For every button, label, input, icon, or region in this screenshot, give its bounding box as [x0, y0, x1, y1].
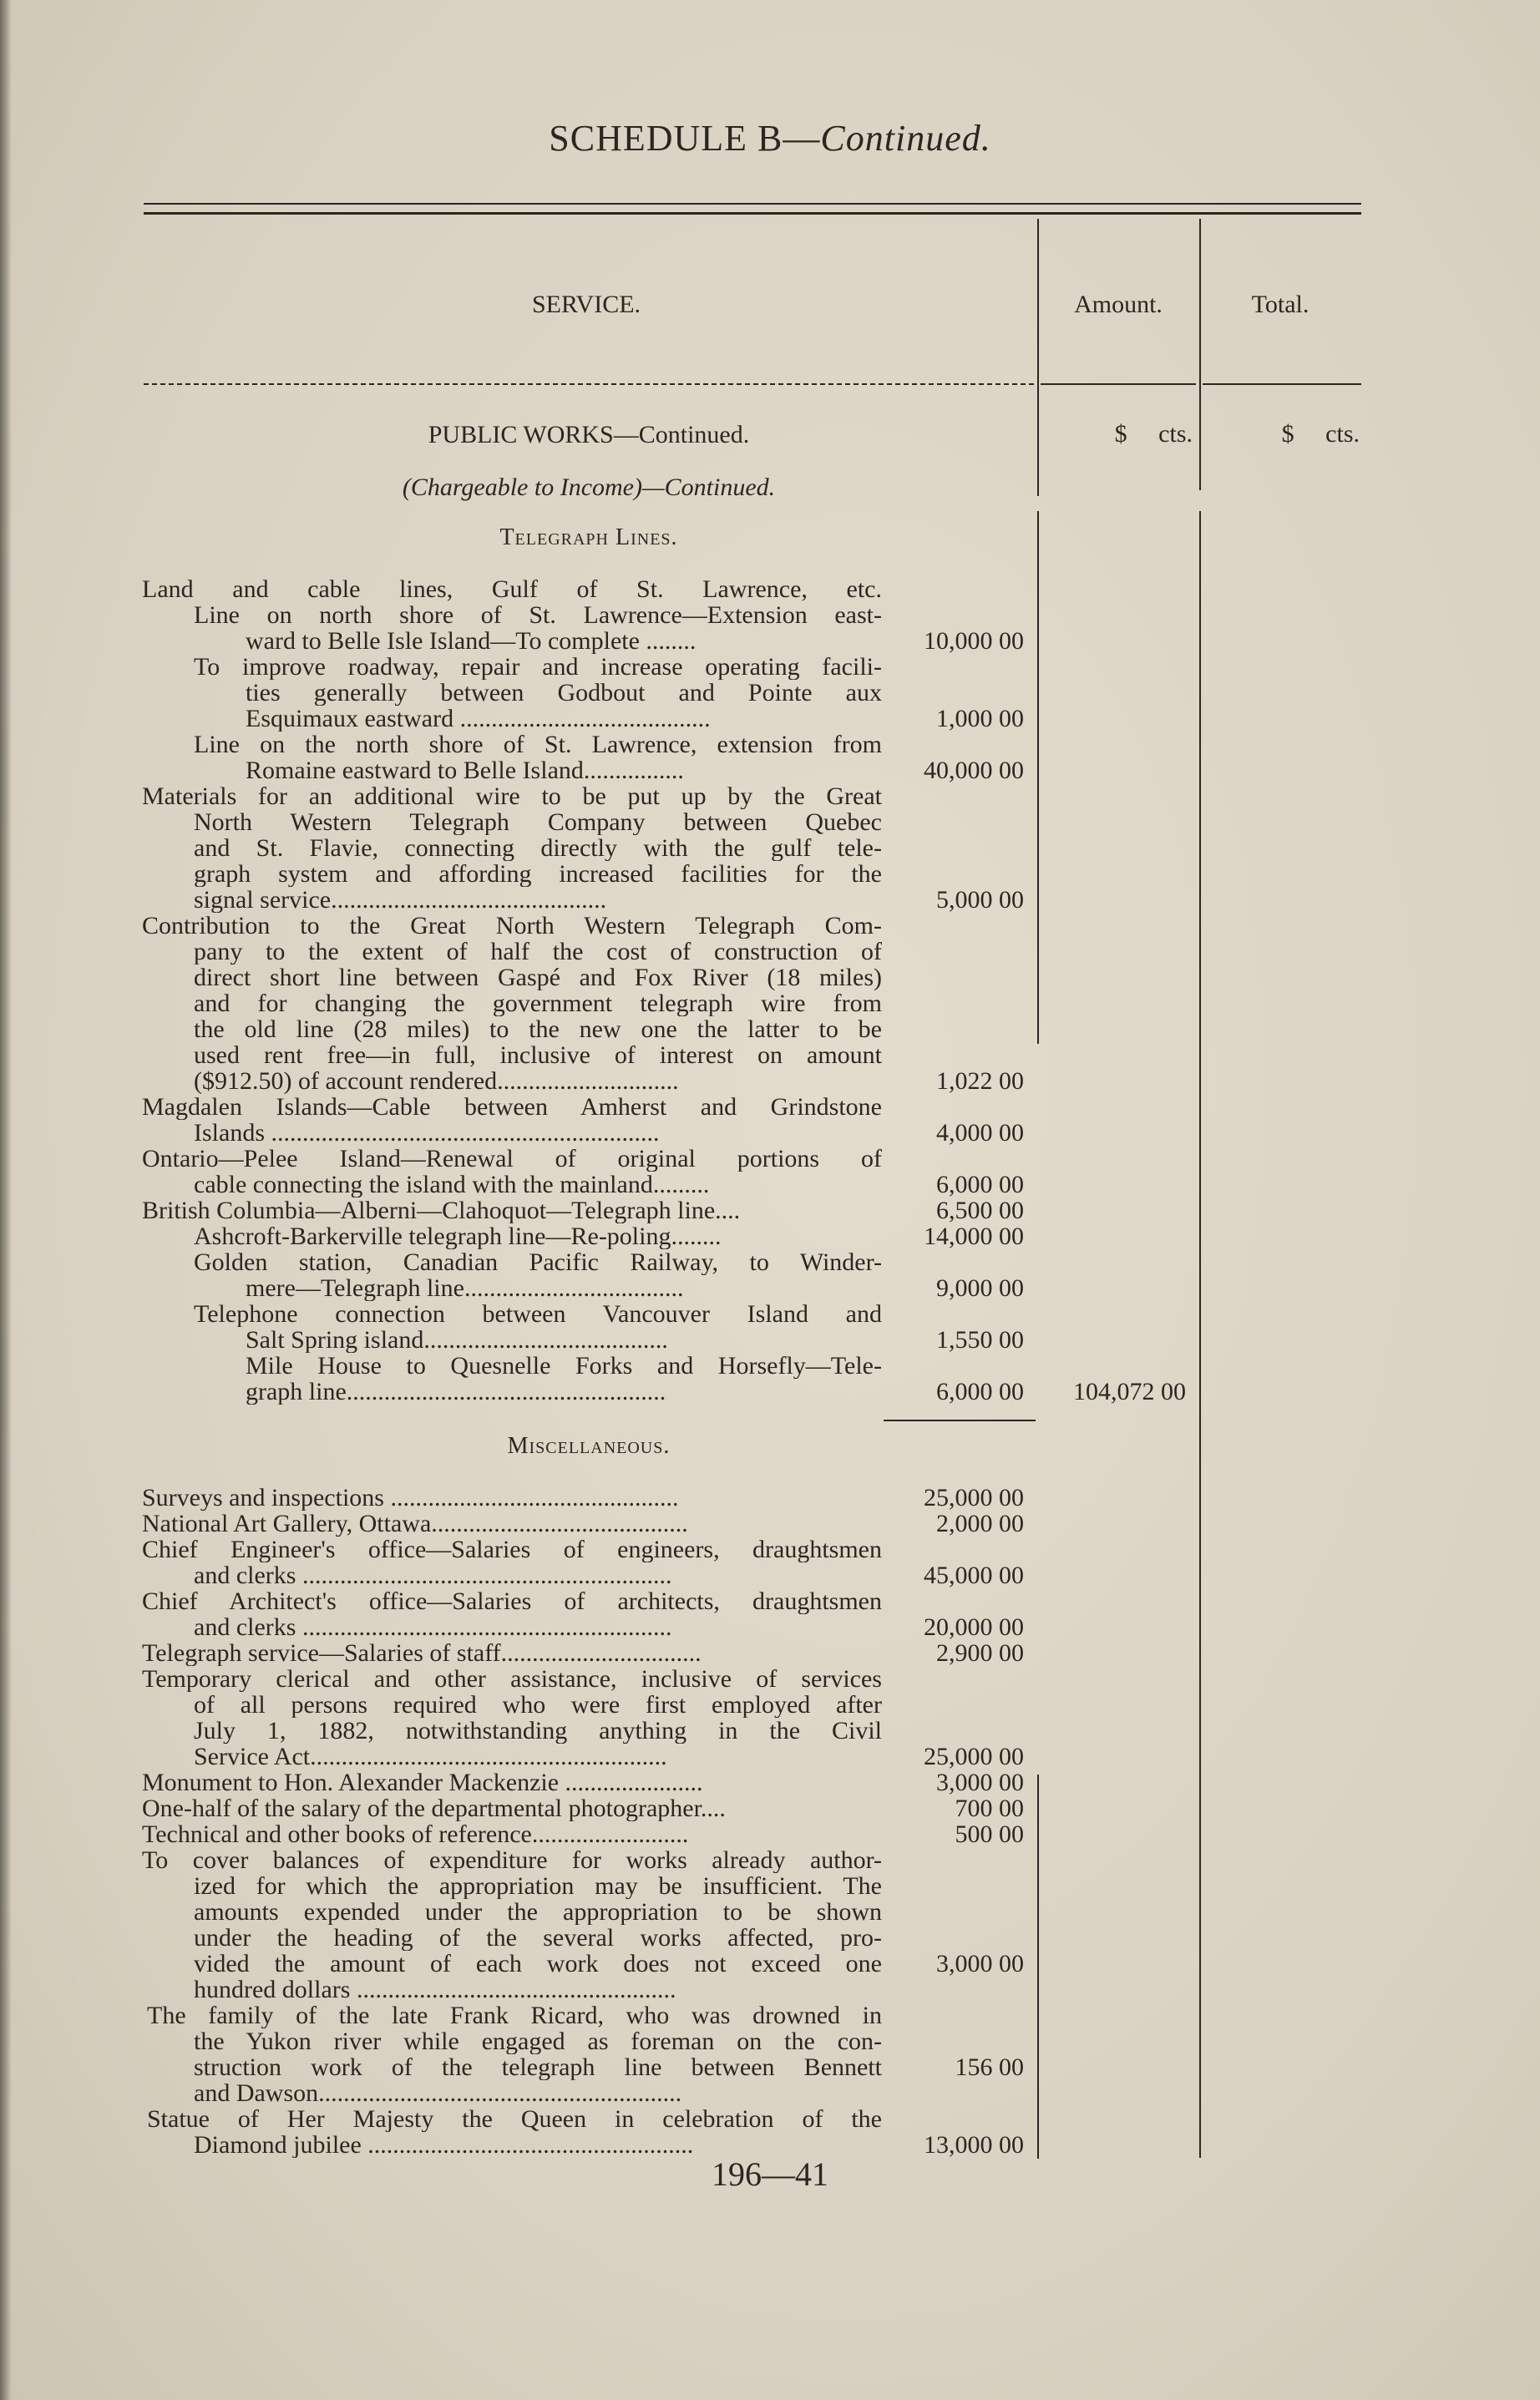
header-rule-bottom: [144, 212, 1361, 215]
schedule-line: North Western Telegraph Company between Quebec: [194, 809, 882, 835]
schedule-line: signal service............................................: [194, 887, 607, 913]
schedule-line: struction work of the telegraph line between Bennett: [194, 2054, 882, 2080]
schedule-line: Line on north shore of St. Lawrence—Extension east-: [194, 602, 882, 628]
header-rule-top: [144, 203, 1361, 205]
amount-value: 20,000 00: [924, 1613, 1024, 1641]
schedule-line: Ontario—Pelee Island—Renewal of original portions of: [142, 1146, 882, 1172]
amount-value: 10,000 00: [924, 627, 1024, 655]
schedule-line: Salt Spring island.......................................: [246, 1327, 668, 1353]
amount-value: 9,000 00: [936, 1274, 1024, 1302]
schedule-line: the old line (28 miles) to the new one the latter to be: [194, 1016, 882, 1042]
amount-value: 1,000 00: [936, 705, 1024, 732]
header-rule-total: [1203, 383, 1361, 385]
misc-heading: Miscellaneous.: [507, 1433, 671, 1459]
total-column-rule-long: [1199, 511, 1201, 2158]
header-total: Total.: [1251, 291, 1310, 318]
schedule-line: To cover balances of expenditure for works already author-: [142, 1847, 882, 1873]
schedule-line: ($912.50) of account rendered.............................: [194, 1068, 679, 1094]
schedule-line: of all persons required who were first employed after: [194, 1692, 882, 1718]
schedule-line: and for changing the government telegraph wire from: [194, 990, 882, 1016]
amount-value: 14,000 00: [924, 1223, 1024, 1250]
schedule-line: cable connecting the island with the mainland.........: [194, 1172, 710, 1197]
schedule-line: Golden station, Canadian Pacific Railway, to Winder-: [194, 1249, 882, 1275]
total-value: 104,072 00: [1073, 1378, 1186, 1405]
amount-value: 500 00: [955, 1820, 1024, 1848]
schedule-line: Telegraph service—Salaries of staff................................: [142, 1640, 702, 1666]
amount-value: 13,000 00: [924, 2131, 1024, 2159]
amount-value: 3,000 00: [936, 1769, 1024, 1796]
schedule-line: Monument to Hon. Alexander Mackenzie ......................: [142, 1770, 703, 1795]
schedule-line: July 1, 1882, notwithstanding anything in the Civil: [194, 1718, 882, 1744]
schedule-line: used rent free—in full, inclusive of interest on amount: [194, 1042, 882, 1068]
telegraph-heading: Telegraph Lines.: [499, 524, 678, 550]
page-edge-shadow: [0, 0, 12, 2400]
amount-value: 6,500 00: [936, 1197, 1024, 1224]
header-dashed-rule-service: [144, 383, 1034, 385]
header-amount: Amount.: [1074, 291, 1163, 318]
schedule-line: Contribution to the Great North Western Telegraph Com-: [142, 913, 882, 939]
schedule-line: Ashcroft-Barkerville telegraph line—Re-poling........: [194, 1223, 722, 1249]
schedule-line: hundred dollars ...................................................: [194, 1977, 676, 2003]
schedule-line: Islands ..............................................................: [194, 1120, 660, 1146]
schedule-line: amounts expended under the appropriation to be shown: [194, 1899, 882, 1925]
amount-value: 40,000 00: [924, 757, 1024, 784]
header-service: SERVICE.: [531, 291, 641, 318]
page-signature: 196—41: [712, 2155, 828, 2193]
amount-value: 6,000 00: [936, 1378, 1024, 1405]
schedule-line: Statue of Her Majesty the Queen in celebration of the: [147, 2106, 882, 2132]
section-subtitle: (Chargeable to Income)—Continued.: [402, 473, 776, 501]
schedule-line: Chief Architect's office—Salaries of architects, draughtsmen: [142, 1588, 882, 1614]
schedule-line: pany to the extent of half the cost of construction of: [194, 939, 882, 965]
amount-value: 700 00: [955, 1795, 1024, 1822]
amount-value: 25,000 00: [924, 1743, 1024, 1770]
schedule-line: National Art Gallery, Ottawa.........................................: [142, 1511, 688, 1537]
schedule-line: and clerks ...........................................................: [194, 1614, 672, 1640]
schedule-line: ward to Belle Isle Island—To complete ........: [246, 628, 697, 654]
schedule-line: Temporary clerical and other assistance, inclusive of services: [142, 1666, 882, 1692]
schedule-line: Land and cable lines, Gulf of St. Lawrence, etc.: [142, 576, 882, 602]
schedule-line: mere—Telegraph line...................................: [246, 1275, 684, 1301]
amount-value: 1,022 00: [936, 1067, 1024, 1095]
amount-value: 156 00: [955, 2053, 1024, 2081]
schedule-line: Diamond jubilee ....................................................: [194, 2132, 694, 2158]
schedule-line: Materials for an additional wire to be put up by the Great: [142, 783, 882, 809]
amount-value: 2,000 00: [936, 1510, 1024, 1537]
section-title: PUBLIC WORKS—Continued.: [428, 421, 750, 448]
amount-value: 4,000 00: [936, 1119, 1024, 1147]
header-rule-amount: [1041, 383, 1196, 385]
schedule-line: Surveys and inspections ..............................................: [142, 1485, 679, 1511]
schedule-line: graph line...................................................: [246, 1379, 666, 1405]
schedule-line: British Columbia—Alberni—Clahoquot—Telegraph line....: [142, 1197, 741, 1223]
schedule-line: Service Act.........................................................: [194, 1744, 667, 1770]
schedule-line: Technical and other books of reference.........................: [142, 1821, 689, 1847]
schedule-line: and Dawson..........................................................: [194, 2080, 682, 2106]
schedule-line: direct short line between Gaspé and Fox River (18 miles): [194, 965, 882, 990]
amount-value: 25,000 00: [924, 1484, 1024, 1511]
schedule-line: One-half of the salary of the departmental photographer....: [142, 1795, 726, 1821]
schedule-line: Chief Engineer's office—Salaries of engineers, draughtsmen: [142, 1537, 882, 1562]
schedule-line: Romaine eastward to Belle Island................: [246, 757, 684, 783]
amount-column-rule-top: [1037, 219, 1039, 496]
amount-column-rule-mid: [1037, 511, 1039, 1044]
schedule-line: To improve roadway, repair and increase operating facili-: [194, 654, 882, 680]
amount-column-rule-bottom: [1037, 1775, 1039, 2159]
amount-value: 3,000 00: [936, 1950, 1024, 1977]
title-main: SCHEDULE B—: [549, 118, 821, 159]
schedule-line: Line on the north shore of St. Lawrence, extension from: [194, 732, 882, 757]
amount-value: 1,550 00: [936, 1326, 1024, 1354]
schedule-line: vided the amount of each work does not exceed one: [194, 1951, 882, 1977]
schedule-line: ties generally between Godbout and Pointe aux: [246, 680, 882, 706]
schedule-line: and St. Flavie, connecting directly with the gulf tele-: [194, 835, 882, 861]
title-continued: Continued.: [820, 118, 991, 159]
schedule-line: Magdalen Islands—Cable between Amherst and Grindstone: [142, 1094, 882, 1120]
amount-value: 45,000 00: [924, 1562, 1024, 1589]
schedule-line: Esquimaux eastward ........................................: [246, 706, 711, 732]
schedule-line: The family of the late Frank Ricard, who was drowned in: [147, 2003, 882, 2028]
amount-units: $ cts.: [1114, 420, 1193, 448]
schedule-line: the Yukon river while engaged as foreman on the con-: [194, 2028, 882, 2054]
subtotal-rule: [884, 1420, 1036, 1421]
schedule-line: and clerks ...........................................................: [194, 1562, 672, 1588]
schedule-line: under the heading of the several works affected, pro-: [194, 1925, 882, 1951]
page-title: [0, 117, 1540, 159]
total-units: $ cts.: [1281, 420, 1360, 448]
total-column-rule-top: [1199, 219, 1201, 490]
schedule-line: Mile House to Quesnelle Forks and Horsefly—Tele-: [246, 1353, 882, 1379]
schedule-line: ized for which the appropriation may be insufficient. The: [194, 1873, 882, 1899]
schedule-line: graph system and affording increased facilities for the: [194, 861, 882, 887]
schedule-line: Telephone connection between Vancouver Island and: [194, 1301, 882, 1327]
amount-value: 6,000 00: [936, 1171, 1024, 1198]
amount-value: 5,000 00: [936, 886, 1024, 914]
amount-value: 2,900 00: [936, 1639, 1024, 1667]
